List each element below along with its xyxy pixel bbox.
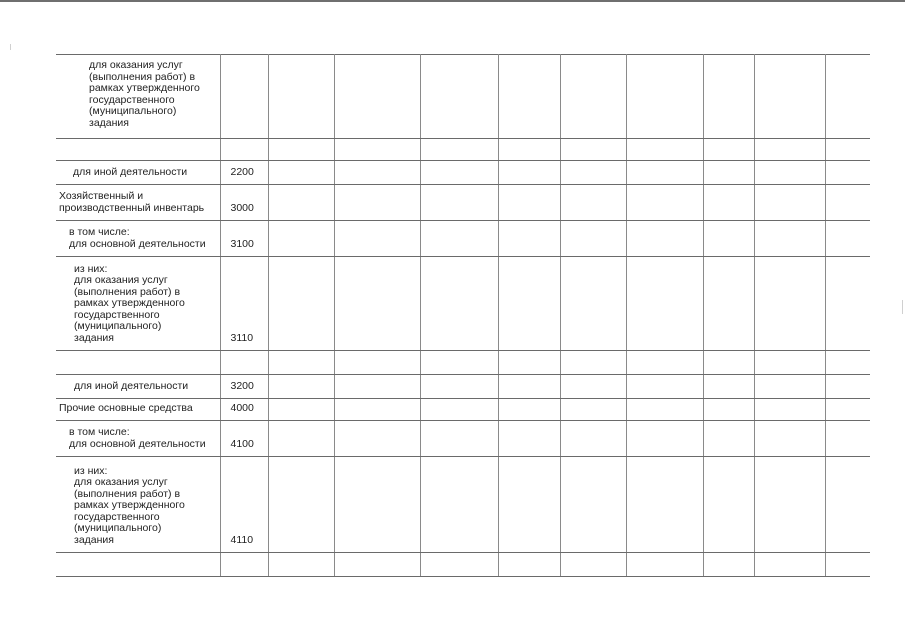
- value-cell: [703, 55, 754, 139]
- value-cell: [703, 185, 754, 221]
- value-cell: [560, 139, 626, 161]
- value-cell: [420, 421, 498, 457]
- value-cell: [626, 421, 703, 457]
- value-cell: [420, 139, 498, 161]
- value-cell: [334, 161, 420, 185]
- table-row: [56, 351, 870, 375]
- value-cell: [825, 399, 870, 421]
- value-cell: [825, 257, 870, 351]
- value-cell: [498, 553, 560, 577]
- row-name-cell: [56, 553, 220, 577]
- value-cell: [825, 221, 870, 257]
- value-cell: [560, 257, 626, 351]
- row-code-cell: 4000: [220, 399, 268, 421]
- value-cell: [420, 457, 498, 553]
- row-code-cell: 3200: [220, 375, 268, 399]
- value-cell: [420, 55, 498, 139]
- value-cell: [268, 421, 334, 457]
- value-cell: [703, 221, 754, 257]
- scan-artifact-right: [902, 300, 903, 314]
- value-cell: [498, 139, 560, 161]
- row-name-cell: из них: для оказания услуг (выполнения работ) в рамках утвержденного государственного (муниципального) задания: [56, 257, 220, 351]
- table-row: [56, 399, 870, 421]
- table-row: [56, 457, 870, 553]
- value-cell: [560, 221, 626, 257]
- table-row: [56, 421, 870, 457]
- value-cell: [268, 221, 334, 257]
- value-cell: [268, 457, 334, 553]
- value-cell: [754, 457, 825, 553]
- value-cell: [754, 375, 825, 399]
- row-name-cell: для иной деятельности: [56, 161, 220, 185]
- value-cell: [825, 161, 870, 185]
- value-cell: [626, 221, 703, 257]
- value-cell: [498, 221, 560, 257]
- row-code-cell: 2200: [220, 161, 268, 185]
- row-code-cell: 3100: [220, 221, 268, 257]
- value-cell: [560, 375, 626, 399]
- value-cell: [268, 257, 334, 351]
- value-cell: [703, 553, 754, 577]
- value-cell: [754, 399, 825, 421]
- row-code-cell: 4110: [220, 457, 268, 553]
- value-cell: [560, 399, 626, 421]
- row-code-cell: [220, 351, 268, 375]
- table-row: [56, 257, 870, 351]
- row-name-cell: Прочие основные средства: [56, 399, 220, 421]
- value-cell: [626, 351, 703, 375]
- value-cell: [498, 351, 560, 375]
- value-cell: [560, 421, 626, 457]
- row-name-cell: в том числе: для основной деятельности: [56, 221, 220, 257]
- value-cell: [334, 221, 420, 257]
- value-cell: [498, 161, 560, 185]
- report-table: [56, 54, 870, 577]
- value-cell: [268, 139, 334, 161]
- value-cell: [703, 257, 754, 351]
- row-code-cell: [220, 55, 268, 139]
- value-cell: [754, 421, 825, 457]
- row-name-cell: для оказания услуг (выполнения работ) в рамках утвержденного государственного (муниципального) задания: [56, 55, 220, 139]
- value-cell: [498, 457, 560, 553]
- value-cell: [560, 55, 626, 139]
- value-cell: [268, 351, 334, 375]
- value-cell: [754, 139, 825, 161]
- value-cell: [560, 185, 626, 221]
- value-cell: [420, 185, 498, 221]
- value-cell: [334, 421, 420, 457]
- value-cell: [626, 185, 703, 221]
- value-cell: [420, 257, 498, 351]
- value-cell: [626, 399, 703, 421]
- row-name-cell: в том числе: для основной деятельности: [56, 421, 220, 457]
- value-cell: [754, 257, 825, 351]
- value-cell: [754, 55, 825, 139]
- value-cell: [268, 55, 334, 139]
- table-row: [56, 55, 870, 139]
- value-cell: [825, 375, 870, 399]
- scan-artifact-left: [10, 44, 11, 50]
- table-row: [56, 185, 870, 221]
- value-cell: [268, 161, 334, 185]
- value-cell: [498, 55, 560, 139]
- table-row: [56, 553, 870, 577]
- row-name-cell: из них: для оказания услуг (выполнения работ) в рамках утвержденного государственного (муниципального) задания: [56, 457, 220, 553]
- table-row: [56, 221, 870, 257]
- value-cell: [334, 185, 420, 221]
- value-cell: [498, 399, 560, 421]
- value-cell: [420, 553, 498, 577]
- value-cell: [825, 55, 870, 139]
- value-cell: [268, 375, 334, 399]
- row-code-cell: [220, 553, 268, 577]
- value-cell: [334, 257, 420, 351]
- value-cell: [703, 139, 754, 161]
- value-cell: [825, 185, 870, 221]
- value-cell: [560, 351, 626, 375]
- value-cell: [703, 351, 754, 375]
- value-cell: [825, 139, 870, 161]
- value-cell: [268, 399, 334, 421]
- value-cell: [754, 221, 825, 257]
- row-name-cell: для иной деятельности: [56, 375, 220, 399]
- top-scan-rule: [0, 0, 905, 2]
- value-cell: [268, 553, 334, 577]
- value-cell: [626, 55, 703, 139]
- table-row: [56, 139, 870, 161]
- value-cell: [626, 139, 703, 161]
- value-cell: [626, 161, 703, 185]
- value-cell: [420, 161, 498, 185]
- value-cell: [420, 399, 498, 421]
- value-cell: [334, 375, 420, 399]
- value-cell: [703, 457, 754, 553]
- row-name-cell: Хозяйственный и производственный инвентарь: [56, 185, 220, 221]
- value-cell: [334, 351, 420, 375]
- value-cell: [268, 185, 334, 221]
- value-cell: [420, 351, 498, 375]
- value-cell: [560, 553, 626, 577]
- value-cell: [626, 257, 703, 351]
- value-cell: [498, 185, 560, 221]
- table-row: [56, 161, 870, 185]
- value-cell: [560, 457, 626, 553]
- value-cell: [560, 161, 626, 185]
- value-cell: [754, 351, 825, 375]
- value-cell: [703, 375, 754, 399]
- value-cell: [626, 553, 703, 577]
- value-cell: [825, 421, 870, 457]
- value-cell: [498, 375, 560, 399]
- value-cell: [334, 553, 420, 577]
- value-cell: [420, 221, 498, 257]
- row-name-cell: [56, 351, 220, 375]
- value-cell: [703, 161, 754, 185]
- value-cell: [703, 399, 754, 421]
- value-cell: [626, 375, 703, 399]
- value-cell: [626, 457, 703, 553]
- value-cell: [334, 55, 420, 139]
- row-code-cell: 3110: [220, 257, 268, 351]
- value-cell: [754, 553, 825, 577]
- row-code-cell: 3000: [220, 185, 268, 221]
- value-cell: [334, 139, 420, 161]
- value-cell: [703, 421, 754, 457]
- value-cell: [825, 553, 870, 577]
- value-cell: [825, 351, 870, 375]
- row-code-cell: [220, 139, 268, 161]
- value-cell: [498, 421, 560, 457]
- value-cell: [825, 457, 870, 553]
- value-cell: [420, 375, 498, 399]
- value-cell: [498, 257, 560, 351]
- row-code-cell: 4100: [220, 421, 268, 457]
- table-row: [56, 375, 870, 399]
- value-cell: [334, 399, 420, 421]
- value-cell: [754, 185, 825, 221]
- value-cell: [334, 457, 420, 553]
- row-name-cell: [56, 139, 220, 161]
- value-cell: [754, 161, 825, 185]
